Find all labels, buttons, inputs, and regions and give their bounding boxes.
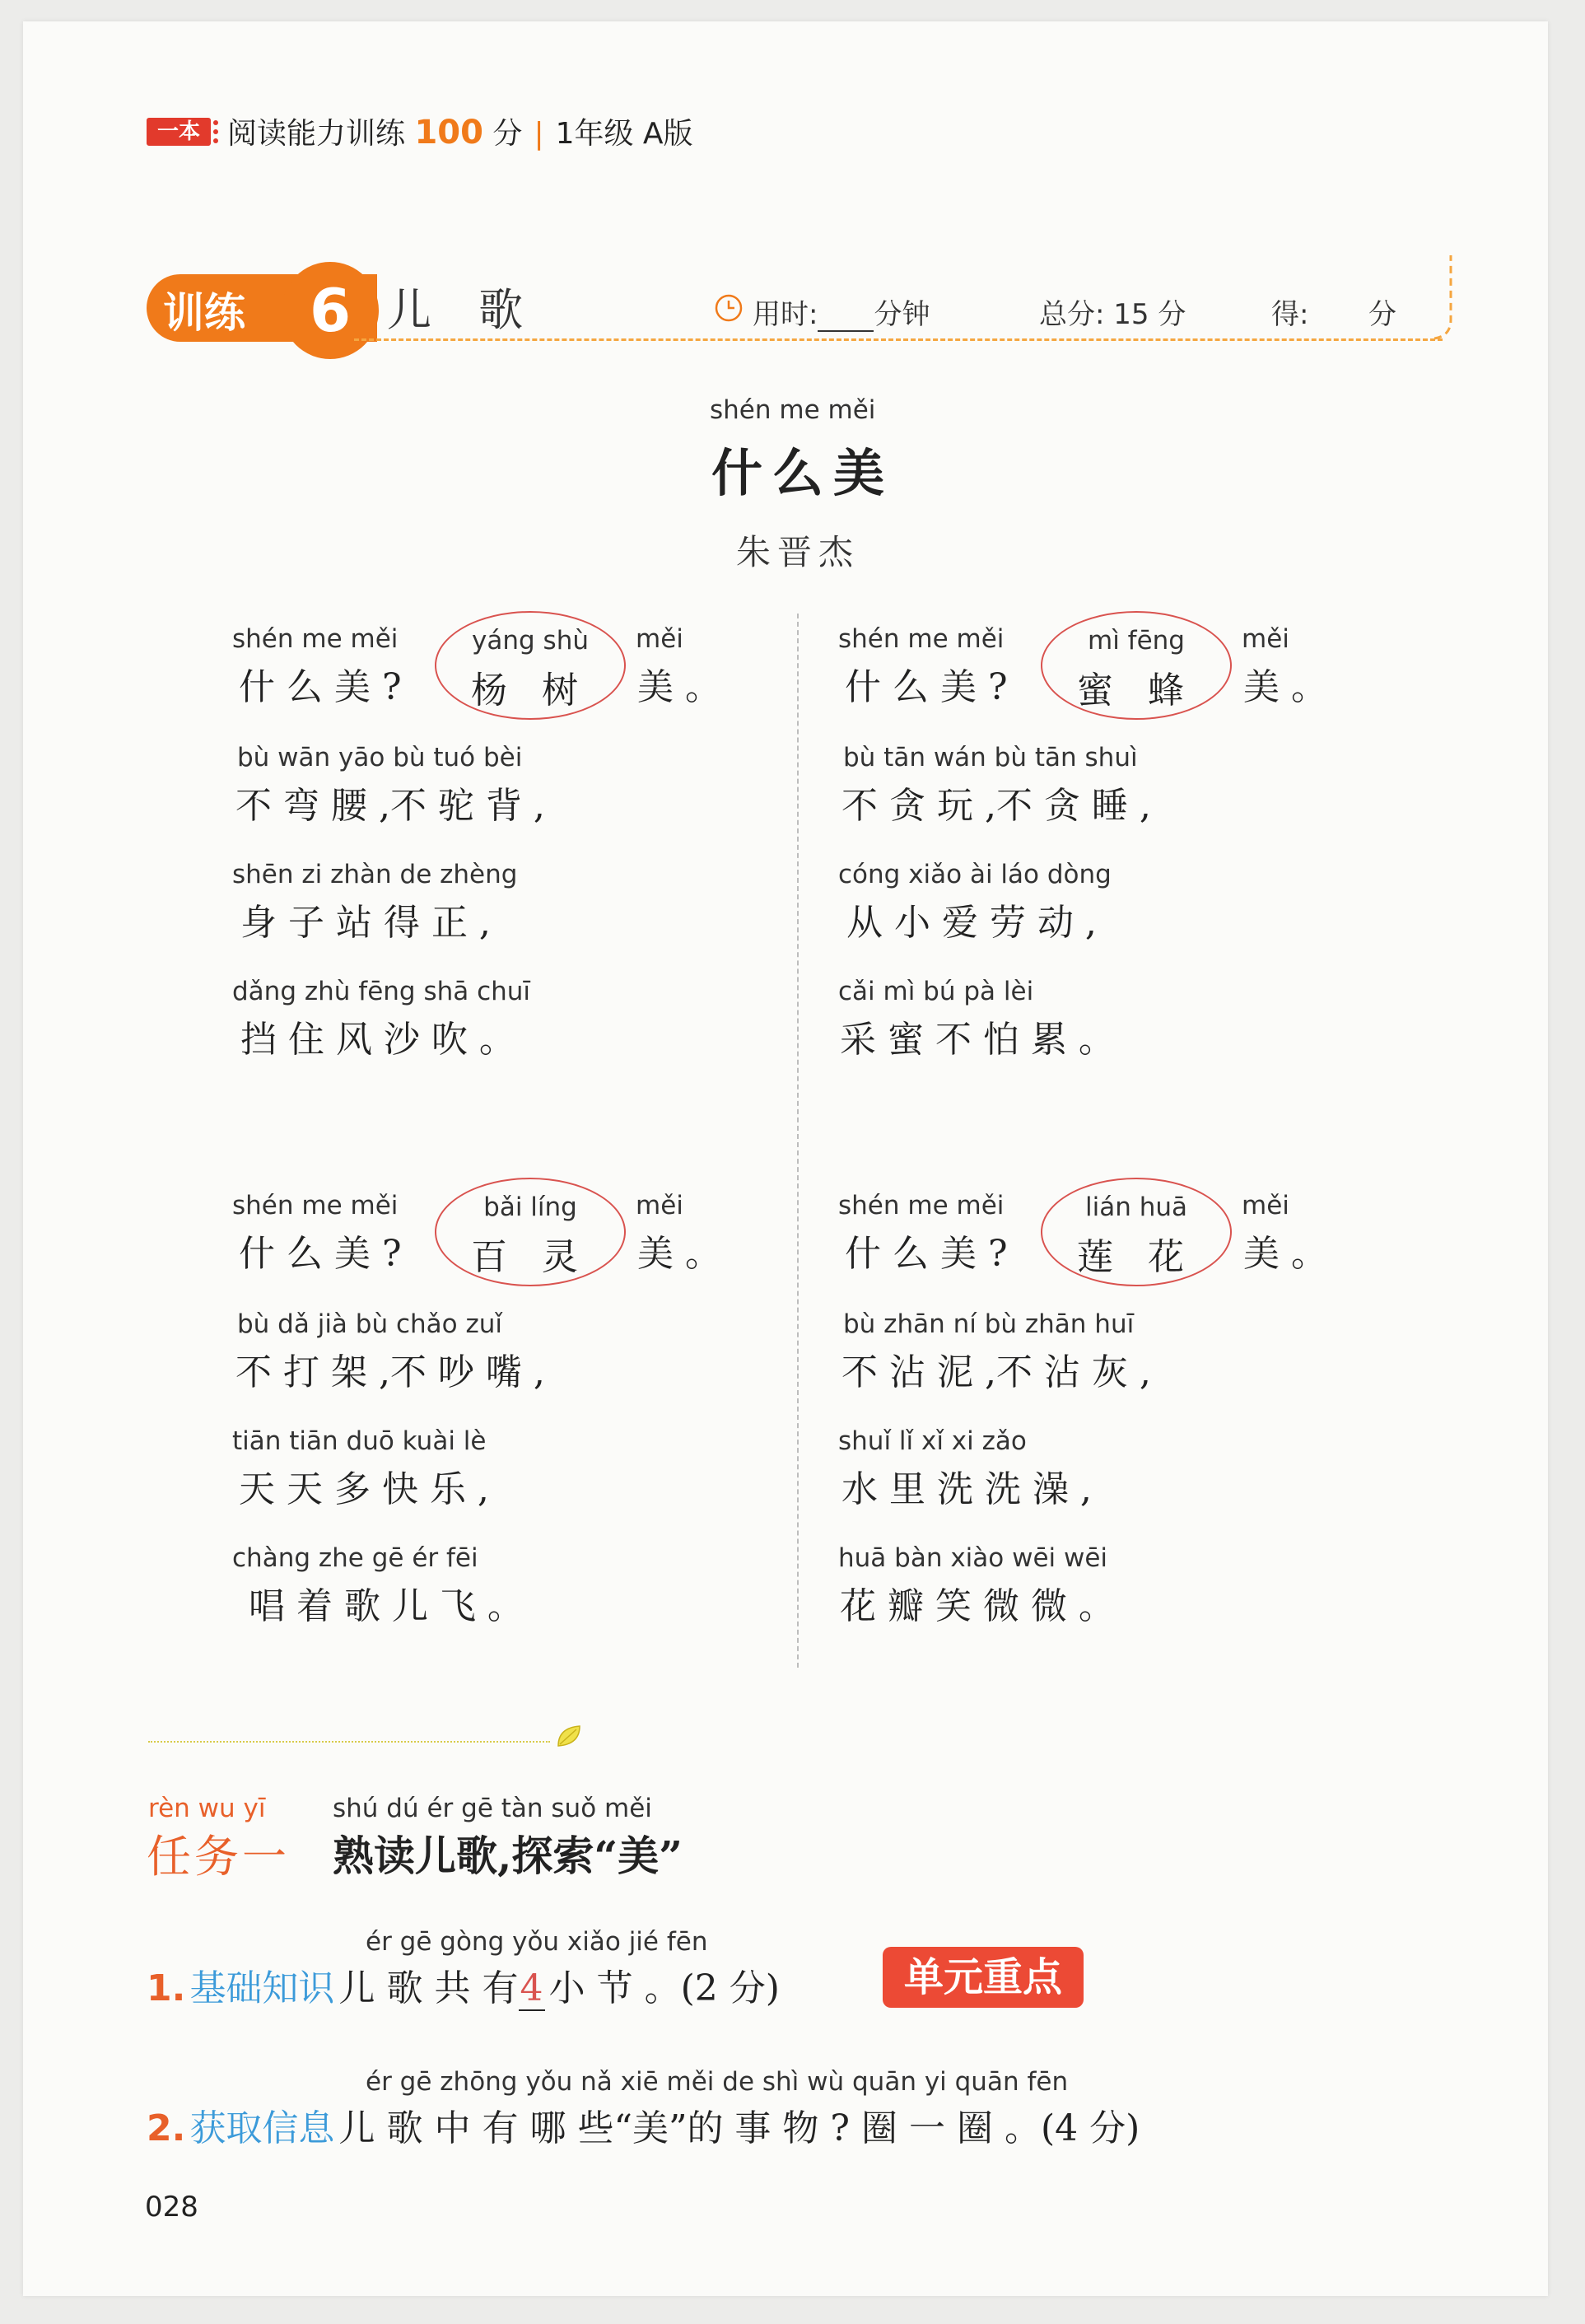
- mei-word: 美 。: [637, 1233, 721, 1275]
- dashed-corner: [1433, 247, 1457, 340]
- leaf-icon: [555, 1723, 583, 1751]
- line-pinyin: bù tān wán bù tān shuì: [843, 743, 1138, 772]
- task-pinyin: rèn wu yī: [148, 1794, 266, 1823]
- question-tag: 基础知识: [189, 1967, 335, 2009]
- answer-circle[interactable]: [1041, 1178, 1232, 1286]
- question-number: 2.: [147, 2107, 186, 2149]
- page: [23, 21, 1548, 2296]
- question-line: 什 么 美 ?: [239, 1233, 402, 1275]
- mei-pinyin: měi: [1242, 1191, 1289, 1220]
- line-text: 水 里 洗 洗 澡 ,: [841, 1468, 1092, 1510]
- lesson-label: 训练: [163, 289, 245, 337]
- line-pinyin: shēn zi zhàn de zhèng: [232, 860, 518, 889]
- time-label: 用时:: [753, 298, 818, 331]
- book-score: 100: [414, 114, 483, 152]
- question-text: 儿 歌 共 有: [338, 1967, 519, 2009]
- question-number: 1.: [147, 1967, 186, 2009]
- line-pinyin: bù zhān ní bù zhān huī: [843, 1309, 1135, 1339]
- line-pinyin: bù dǎ jià bù chǎo zuǐ: [237, 1309, 503, 1339]
- answer-blank[interactable]: 4: [520, 1967, 543, 2009]
- question-1: [147, 1958, 780, 2011]
- line-pinyin: chàng zhe gē ér fēi: [232, 1543, 478, 1573]
- poem-title: 什么美: [711, 443, 895, 503]
- line-text: 唱 着 歌 儿 飞 。: [249, 1585, 524, 1627]
- poem-title-pinyin: shén me měi: [710, 395, 876, 425]
- question-text: 小 节 。(2 分): [548, 1967, 780, 2009]
- mei-word: 美 。: [1243, 666, 1327, 708]
- line-text: 身 子 站 得 正 ,: [240, 902, 491, 944]
- task-desc: 熟读儿歌,探索“美”: [333, 1832, 683, 1880]
- answer-circle[interactable]: [435, 611, 626, 720]
- question-pinyin: shén me měi: [232, 1191, 399, 1220]
- brand-logo: 一本: [147, 118, 211, 146]
- line-text: 花 瓣 笑 微 微 。: [840, 1585, 1115, 1627]
- mei-word: 美 。: [637, 666, 721, 708]
- key-point-badge: 单元重点: [883, 1947, 1084, 2008]
- line-pinyin: cóng xiǎo ài láo dòng: [838, 860, 1112, 889]
- line-pinyin: shuǐ lǐ xǐ xi zǎo: [838, 1426, 1027, 1456]
- line-text: 挡 住 风 沙 吹 。: [240, 1019, 515, 1061]
- time-unit: 分钟: [874, 298, 930, 331]
- question-pinyin: shén me měi: [838, 1191, 1005, 1220]
- question-line: 什 么 美 ?: [845, 1233, 1008, 1275]
- question-text: 儿 歌 中 有 哪 些“美”的 事 物 ? 圈 一 圈 。(4 分): [338, 2107, 1140, 2149]
- task-title: 任务一: [147, 1831, 290, 1883]
- book-title-text: 阅读能力训练: [227, 117, 406, 151]
- lesson-number: 6: [282, 262, 379, 359]
- page-number: 028: [145, 2191, 198, 2224]
- brand-dots: [213, 120, 218, 143]
- mei-pinyin: měi: [636, 1191, 683, 1220]
- line-text: 采 蜜 不 怕 累 。: [840, 1019, 1115, 1061]
- question-line: 什 么 美 ?: [845, 666, 1008, 708]
- book-title: [227, 110, 693, 152]
- answer-word: 莲 花: [1077, 1236, 1196, 1278]
- task-desc-pinyin: shú dú ér gē tàn suǒ měi: [333, 1794, 652, 1823]
- time-field: [753, 292, 930, 332]
- title-separator: |: [534, 117, 544, 151]
- answer-pinyin: mì fēng: [1088, 626, 1185, 656]
- answer-word: 百 灵: [471, 1236, 590, 1278]
- question-pinyin: shén me měi: [232, 624, 399, 654]
- answer-pinyin: yáng shù: [472, 626, 589, 656]
- dotted-separator: [148, 1741, 550, 1743]
- total-score: 总分: 15 分: [1039, 298, 1186, 331]
- question-pinyin: ér gē zhōng yǒu nǎ xiē měi de shì wù quān yi quān fēn: [366, 2067, 1069, 2097]
- answer-word: 蜜 蜂: [1077, 670, 1196, 712]
- line-pinyin: tiān tiān duō kuài lè: [232, 1426, 487, 1456]
- mei-pinyin: měi: [636, 624, 683, 654]
- mei-word: 美 。: [1243, 1233, 1327, 1275]
- answer-pinyin: lián huā: [1084, 1192, 1187, 1222]
- lesson-topic: 儿 歌: [387, 284, 540, 336]
- answer-circle[interactable]: [435, 1178, 626, 1286]
- question-2: [147, 2098, 1140, 2151]
- line-text: 不 贪 玩 ,不 贪 睡 ,: [841, 785, 1151, 827]
- line-pinyin: huā bàn xiào wēi wēi: [838, 1543, 1108, 1573]
- dashed-divider: [354, 338, 1443, 341]
- question-tag: 获取信息: [189, 2107, 335, 2149]
- line-pinyin: dǎng zhù fēng shā chuī: [232, 977, 531, 1006]
- line-text: 天 天 多 快 乐 ,: [239, 1468, 489, 1510]
- column-divider: [797, 614, 799, 1668]
- clock-icon: [715, 294, 743, 322]
- book-score-unit: 分: [492, 117, 523, 151]
- line-text: 从 小 爱 劳 动 ,: [846, 902, 1097, 944]
- answer-circle[interactable]: [1041, 611, 1232, 720]
- answer-word: 杨 树: [471, 670, 590, 712]
- line-text: 不 弯 腰 ,不 驼 背 ,: [235, 785, 545, 827]
- line-pinyin: bù wān yāo bù tuó bèi: [237, 743, 523, 772]
- line-pinyin: cǎi mì bú pà lèi: [838, 977, 1034, 1006]
- line-text: 不 沾 泥 ,不 沾 灰 ,: [841, 1351, 1151, 1393]
- poem-author: 朱晋杰: [736, 532, 860, 572]
- mei-pinyin: měi: [1242, 624, 1289, 654]
- line-text: 不 打 架 ,不 吵 嘴 ,: [235, 1351, 545, 1393]
- question-pinyin: shén me měi: [838, 624, 1005, 654]
- question-pinyin: ér gē gòng yǒu xiǎo jié fēn: [366, 1927, 708, 1957]
- got-unit: 分: [1368, 298, 1396, 331]
- got-label: 得:: [1271, 298, 1309, 331]
- answer-pinyin: bǎi líng: [483, 1192, 577, 1222]
- grade-label: 1年级 A版: [555, 117, 693, 151]
- time-blank[interactable]: [818, 306, 874, 332]
- question-line: 什 么 美 ?: [239, 666, 402, 708]
